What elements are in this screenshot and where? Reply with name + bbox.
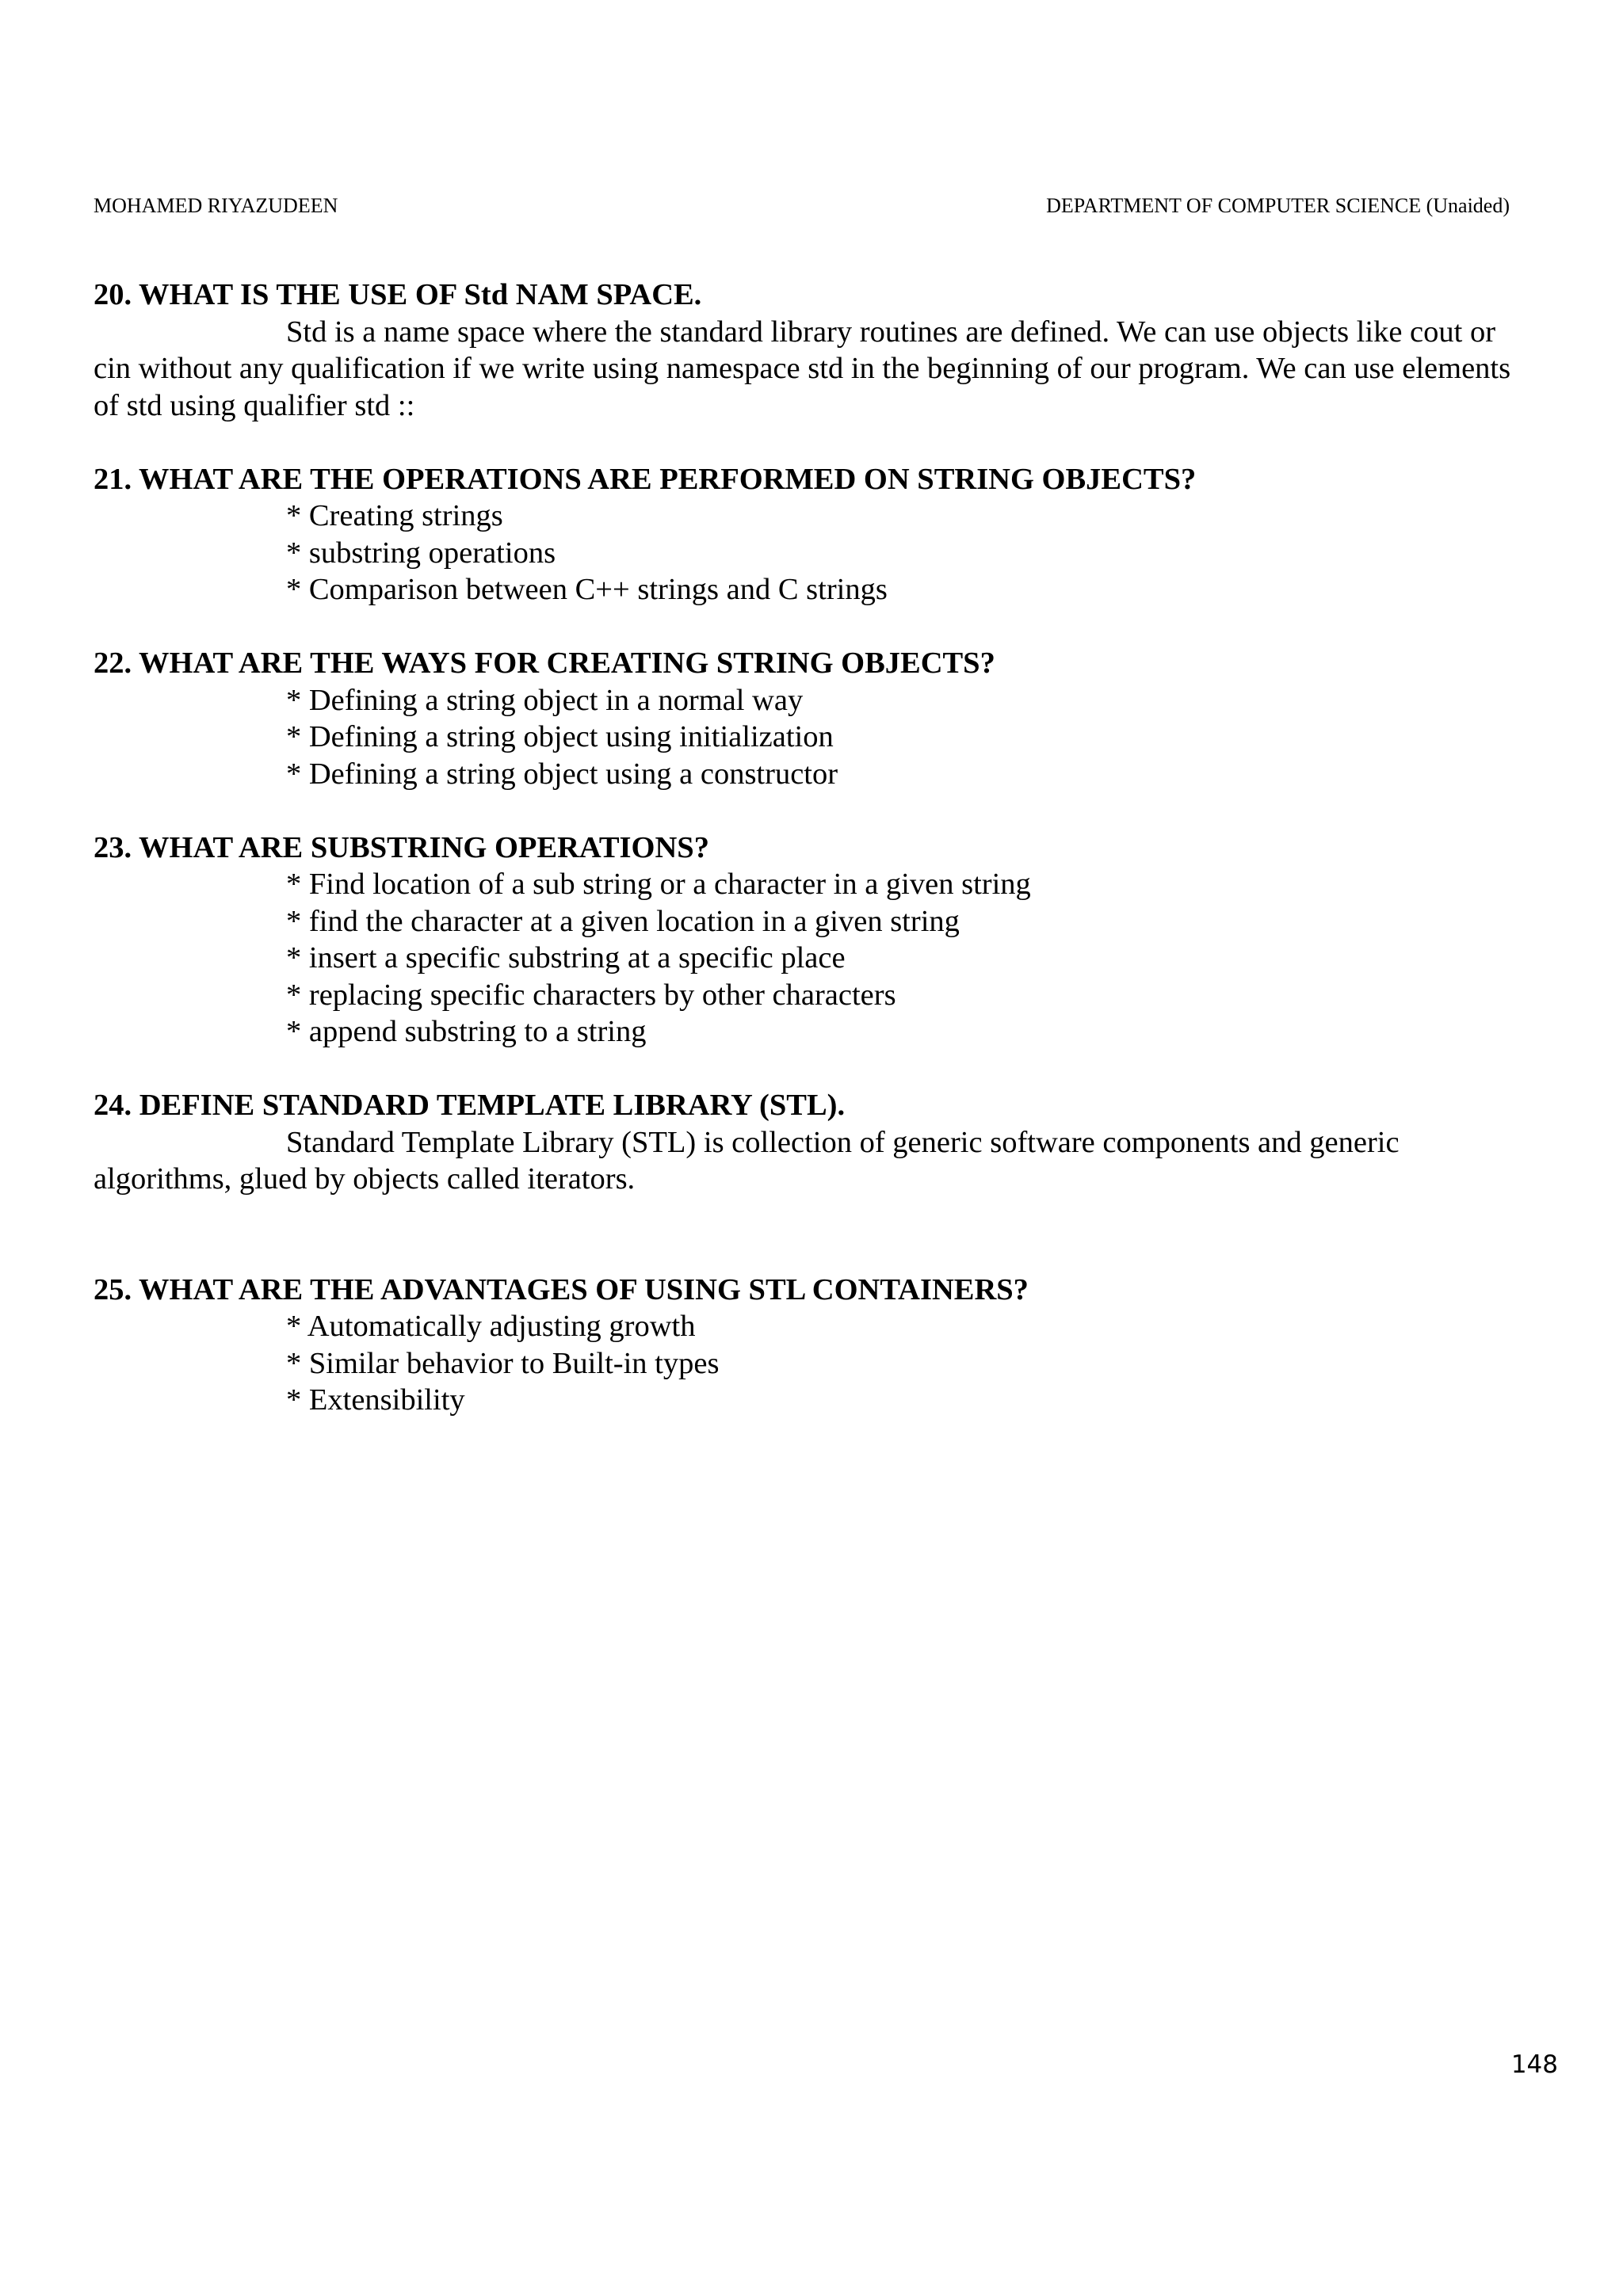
question-title: 23. WHAT ARE SUBSTRING OPERATIONS? [94,830,709,864]
question-title: 21. WHAT ARE THE OPERATIONS ARE PERFORMED ON STRING OBJECTS? [94,462,1197,496]
question-21 [94,461,1529,608]
list-item: * Similar behavior to Built-in types [286,1346,720,1380]
spacer [94,608,1529,646]
list-item: * Defining a string object in a normal way [286,683,804,717]
question-title: 20. WHAT IS THE USE OF Std NAM SPACE. [94,278,702,311]
list-item: * insert a specific substring at a specific place [286,941,846,974]
answer-paragraph: Std is a name space where the standard library routines are defined. We can use objects like cout or cin without any qualification if we write using namespace std in the beginning of our program. We can use elements of std using qualifier std :: [94,315,1511,422]
list-item: * find the character at a given location in a given string [286,904,960,938]
question-22 [94,645,1529,792]
list-item: * Defining a string object using initialization [286,720,834,753]
list-item: * Automatically adjusting growth [286,1310,696,1343]
list-item: * substring operations [286,536,556,570]
spacer [94,1198,1529,1272]
spacer [94,1051,1529,1088]
list-item: * append substring to a string [286,1015,647,1048]
question-title: 22. WHAT ARE THE WAYS FOR CREATING STRING OBJECTS? [94,646,995,680]
spacer [94,424,1529,461]
spacer [94,792,1529,830]
list-item: * Extensibility [286,1383,465,1417]
list-item: * Find location of a sub string or a character in a given string [286,868,1031,901]
list-item: * replacing specific characters by other characters [286,978,896,1012]
question-25 [94,1272,1529,1419]
list-item: * Comparison between C++ strings and C strings [286,573,888,606]
header-author: MOHAMED RIYAZUDEEN [94,194,338,217]
question-24 [94,1087,1529,1198]
question-23 [94,830,1529,1051]
page-content [94,277,1529,1419]
list-item: * Creating strings [286,499,503,532]
question-title: 24. DEFINE STANDARD TEMPLATE LIBRARY (STL). [94,1089,846,1122]
list-item: * Defining a string object using a constructor [286,757,838,791]
question-20 [94,277,1529,424]
page-number: 148 [1510,2050,1558,2079]
header-department: DEPARTMENT OF COMPUTER SCIENCE (Unaided) [1046,194,1510,217]
answer-paragraph: Standard Template Library (STL) is collection of generic software components and generic algorithms, glued by objects called iterators. [94,1125,1400,1196]
question-title: 25. WHAT ARE THE ADVANTAGES OF USING STL CONTAINERS? [94,1272,1029,1306]
